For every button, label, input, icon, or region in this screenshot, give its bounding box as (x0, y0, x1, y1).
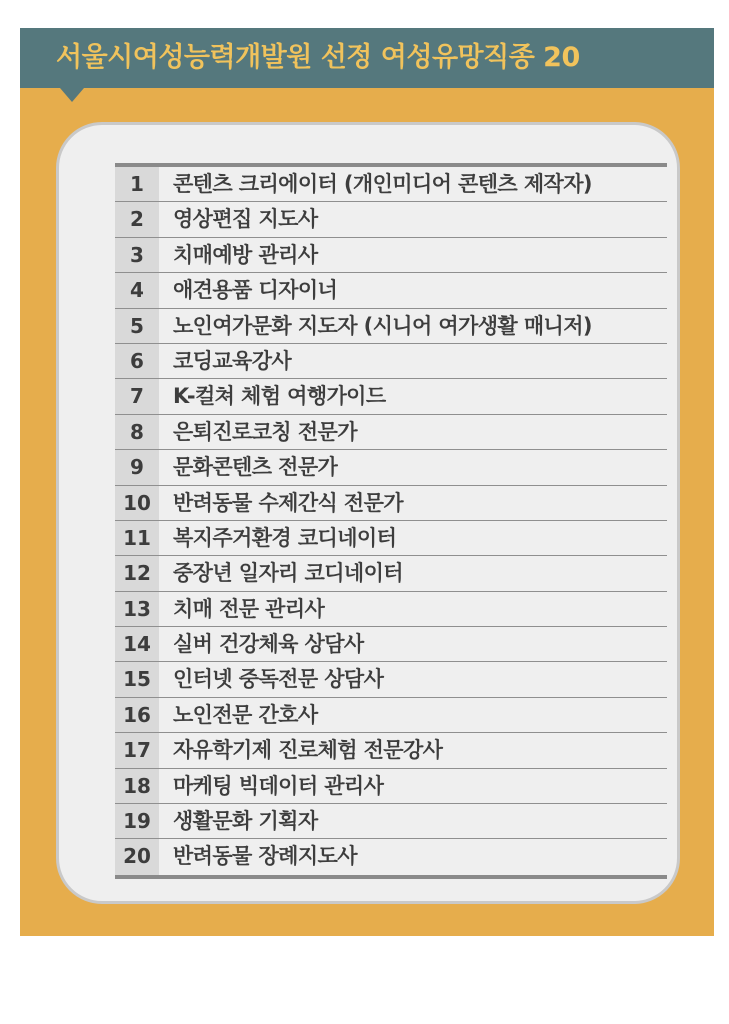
item-number: 16 (115, 698, 159, 732)
list-item (115, 839, 667, 874)
item-label: 반려동물 수제간식 전문가 (173, 490, 403, 515)
list-item (115, 698, 667, 733)
list-item (115, 415, 667, 450)
item-number: 9 (115, 450, 159, 484)
item-number: 2 (115, 202, 159, 236)
item-number: 17 (115, 733, 159, 767)
item-label: 노인전문 간호사 (173, 702, 318, 727)
item-number: 14 (115, 627, 159, 661)
item-label: K-컬쳐 체험 여행가이드 (173, 384, 386, 409)
item-label: 문화콘텐츠 전문가 (173, 455, 338, 480)
item-number: 10 (115, 486, 159, 520)
list-item (115, 592, 667, 627)
item-number: 4 (115, 273, 159, 307)
banner-pointer (60, 88, 84, 102)
item-label: 자유학기제 진로체험 전문강사 (173, 738, 443, 763)
item-label: 반려동물 장례지도사 (173, 844, 357, 869)
list-item (115, 450, 667, 485)
item-label: 중장년 일자리 코디네이터 (173, 561, 403, 586)
item-number: 5 (115, 309, 159, 343)
item-label: 애견용품 디자이너 (173, 278, 338, 303)
job-list (115, 163, 667, 879)
item-label: 콘텐츠 크리에이터 (개인미디어 콘텐츠 제작자) (173, 172, 592, 196)
item-label: 복지주거환경 코디네이터 (173, 525, 397, 550)
item-number: 15 (115, 662, 159, 696)
item-number: 7 (115, 379, 159, 413)
item-label: 인터넷 중독전문 상담사 (173, 667, 384, 692)
item-label: 치매예방 관리사 (173, 242, 318, 267)
list-item (115, 804, 667, 839)
item-number: 12 (115, 556, 159, 590)
list-item (115, 556, 667, 591)
list-item (115, 379, 667, 414)
title-banner (20, 28, 714, 88)
item-label: 생활문화 기획자 (173, 809, 318, 834)
item-number: 1 (115, 167, 159, 201)
page-title: 서울시여성능력개발원 선정 여성유망직종 20 (56, 42, 580, 73)
item-number: 3 (115, 238, 159, 272)
poster (20, 28, 714, 936)
item-number: 19 (115, 804, 159, 838)
list-item (115, 309, 667, 344)
item-label: 치매 전문 관리사 (173, 596, 325, 621)
list-item (115, 662, 667, 697)
list-item (115, 769, 667, 804)
list-card (56, 122, 680, 904)
list-item (115, 202, 667, 237)
item-number: 11 (115, 521, 159, 555)
item-number: 13 (115, 592, 159, 626)
list-item (115, 238, 667, 273)
list-item (115, 521, 667, 556)
item-label: 실버 건강체육 상담사 (173, 632, 364, 657)
item-label: 코딩교육강사 (173, 348, 292, 373)
item-number: 18 (115, 769, 159, 803)
item-label: 영상편집 지도사 (173, 207, 318, 232)
list-item (115, 733, 667, 768)
item-number: 20 (115, 839, 159, 874)
item-label: 마케팅 빅데이터 관리사 (173, 773, 384, 798)
list-item (115, 167, 667, 202)
item-label: 노인여가문화 지도자 (시니어 여가생활 매니저) (173, 313, 592, 338)
item-label: 은퇴진로코칭 전문가 (173, 419, 357, 444)
list-item (115, 344, 667, 379)
list-item (115, 486, 667, 521)
list-item (115, 627, 667, 662)
item-number: 8 (115, 415, 159, 449)
item-number: 6 (115, 344, 159, 378)
list-item (115, 273, 667, 308)
